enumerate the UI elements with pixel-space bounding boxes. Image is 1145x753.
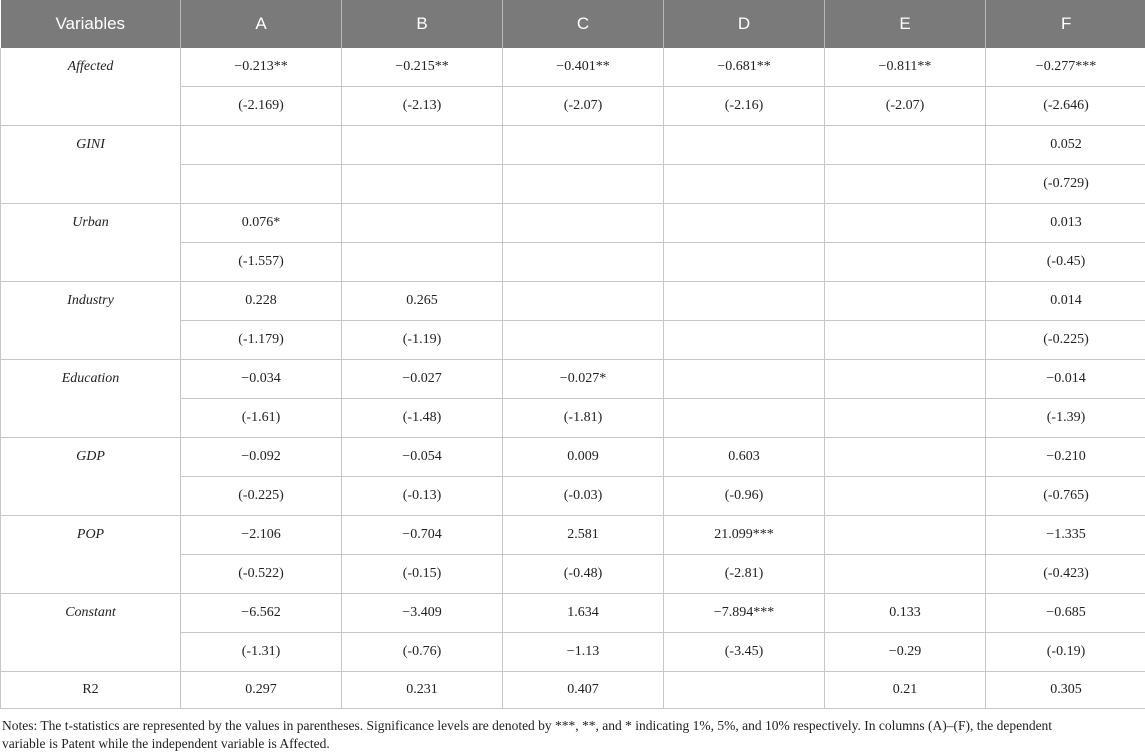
coef-cell (503, 126, 664, 165)
tstat-cell: (-0.96) (664, 477, 825, 516)
coef-cell: −0.027* (503, 360, 664, 399)
coef-cell: −0.215** (342, 48, 503, 87)
tstat-cell: (-0.45) (986, 243, 1145, 282)
tstat-cell: (-0.225) (181, 477, 342, 516)
coef-cell (503, 204, 664, 243)
tstat-cell: (-0.13) (342, 477, 503, 516)
coef-cell: −0.704 (342, 516, 503, 555)
table-row-coef (1, 282, 1145, 321)
tstat-cell: (-3.45) (664, 633, 825, 672)
table-row-coef (1, 126, 1145, 165)
row-label: Education (1, 360, 181, 438)
coef-cell (503, 282, 664, 321)
coef-cell: −0.401** (503, 48, 664, 87)
tstat-cell: −0.29 (825, 633, 986, 672)
coef-cell: −7.894*** (664, 594, 825, 633)
r2-cell: 0.21 (825, 672, 986, 709)
header-col-e: E (825, 0, 986, 48)
tstat-cell (825, 321, 986, 360)
row-label: Industry (1, 282, 181, 360)
row-label: Affected (1, 48, 181, 126)
table-row-coef (1, 204, 1145, 243)
r2-cell: 0.297 (181, 672, 342, 709)
tstat-cell: (-1.61) (181, 399, 342, 438)
tstat-cell (503, 243, 664, 282)
tstat-cell: (-2.169) (181, 87, 342, 126)
tstat-cell (342, 243, 503, 282)
tstat-cell: −1.13 (503, 633, 664, 672)
coef-cell (825, 282, 986, 321)
tstat-cell: (-0.76) (342, 633, 503, 672)
coef-cell: 1.634 (503, 594, 664, 633)
coef-cell (181, 126, 342, 165)
tstat-cell: (-2.16) (664, 87, 825, 126)
coef-cell: 0.133 (825, 594, 986, 633)
tstat-cell (342, 165, 503, 204)
tstat-cell: (-1.179) (181, 321, 342, 360)
tstat-cell: (-0.03) (503, 477, 664, 516)
tstat-cell (664, 321, 825, 360)
coef-cell: −1.335 (986, 516, 1145, 555)
tstat-cell (503, 321, 664, 360)
notes-line-1: Notes: The t-statistics are represented by the values in parentheses. Significance levels are denoted by ***, **, and * indicating 1%, 5%, and 10% respectively. In columns (A)–(F), the dependent (2, 717, 1139, 735)
tstat-cell (664, 399, 825, 438)
tstat-cell (181, 165, 342, 204)
header-col-f: F (986, 0, 1145, 48)
tstat-cell: (-1.557) (181, 243, 342, 282)
tstat-cell (825, 243, 986, 282)
r2-cell: 0.231 (342, 672, 503, 709)
header-col-b: B (342, 0, 503, 48)
coef-cell (664, 360, 825, 399)
tstat-cell: (-1.19) (342, 321, 503, 360)
header-variables: Variables (1, 0, 181, 48)
table-row-coef (1, 48, 1145, 87)
r2-cell: 0.305 (986, 672, 1145, 709)
tstat-cell: (-0.15) (342, 555, 503, 594)
coef-cell: −0.681** (664, 48, 825, 87)
table-row-r2 (1, 672, 1145, 709)
header-col-a: A (181, 0, 342, 48)
coef-cell (664, 126, 825, 165)
tstat-cell (825, 399, 986, 438)
coef-cell: 2.581 (503, 516, 664, 555)
coef-cell (825, 126, 986, 165)
tstat-cell: (-2.07) (503, 87, 664, 126)
table-row-coef (1, 516, 1145, 555)
tstat-cell: (-0.225) (986, 321, 1145, 360)
tstat-cell: (-0.765) (986, 477, 1145, 516)
tstat-cell (664, 165, 825, 204)
table-row-coef (1, 594, 1145, 633)
tstat-cell: (-0.729) (986, 165, 1145, 204)
tstat-cell: (-2.646) (986, 87, 1145, 126)
coef-cell: −0.014 (986, 360, 1145, 399)
row-label: GINI (1, 126, 181, 204)
tstat-cell: (-1.81) (503, 399, 664, 438)
tstat-cell (825, 555, 986, 594)
coef-cell: −0.092 (181, 438, 342, 477)
tstat-cell: (-0.19) (986, 633, 1145, 672)
coef-cell: 0.076* (181, 204, 342, 243)
coef-cell: −0.027 (342, 360, 503, 399)
coef-cell: −0.210 (986, 438, 1145, 477)
coef-cell: −0.054 (342, 438, 503, 477)
row-label: POP (1, 516, 181, 594)
coef-cell (342, 204, 503, 243)
coef-cell (825, 438, 986, 477)
coef-cell: 0.265 (342, 282, 503, 321)
coef-cell: 0.603 (664, 438, 825, 477)
header-row (1, 0, 1145, 48)
coef-cell: 0.013 (986, 204, 1145, 243)
notes-line-2: variable is Patent while the independent variable is Affected. (2, 735, 1139, 753)
tstat-cell: (-1.48) (342, 399, 503, 438)
r2-cell (664, 672, 825, 709)
coef-cell: −2.106 (181, 516, 342, 555)
coef-cell: −0.277*** (986, 48, 1145, 87)
tstat-cell (825, 165, 986, 204)
coef-cell (664, 204, 825, 243)
tstat-cell (825, 477, 986, 516)
coef-cell: −6.562 (181, 594, 342, 633)
tstat-cell (503, 165, 664, 204)
coef-cell: −0.034 (181, 360, 342, 399)
tstat-cell: (-1.31) (181, 633, 342, 672)
tstat-cell (664, 243, 825, 282)
table-row-coef (1, 360, 1145, 399)
coef-cell (825, 360, 986, 399)
coef-cell: 0.009 (503, 438, 664, 477)
coef-cell: −0.213** (181, 48, 342, 87)
table-row-coef (1, 438, 1145, 477)
coef-cell: 21.099*** (664, 516, 825, 555)
coef-cell (825, 516, 986, 555)
coef-cell: 0.014 (986, 282, 1145, 321)
coef-cell: 0.052 (986, 126, 1145, 165)
coef-cell (825, 204, 986, 243)
coef-cell: −0.811** (825, 48, 986, 87)
coef-cell: −3.409 (342, 594, 503, 633)
coef-cell: −0.685 (986, 594, 1145, 633)
tstat-cell: (-2.81) (664, 555, 825, 594)
tstat-cell: (-0.423) (986, 555, 1145, 594)
r2-cell: 0.407 (503, 672, 664, 709)
coef-cell: 0.228 (181, 282, 342, 321)
coef-cell (664, 282, 825, 321)
tstat-cell: (-0.522) (181, 555, 342, 594)
row-label: GDP (1, 438, 181, 516)
row-label: Constant (1, 594, 181, 672)
coef-cell (342, 126, 503, 165)
tstat-cell: (-0.48) (503, 555, 664, 594)
header-col-d: D (664, 0, 825, 48)
table-notes (0, 709, 1145, 753)
tstat-cell: (-1.39) (986, 399, 1145, 438)
header-col-c: C (503, 0, 664, 48)
row-label: Urban (1, 204, 181, 282)
row-label: R2 (1, 672, 181, 709)
tstat-cell: (-2.07) (825, 87, 986, 126)
tstat-cell: (-2.13) (342, 87, 503, 126)
